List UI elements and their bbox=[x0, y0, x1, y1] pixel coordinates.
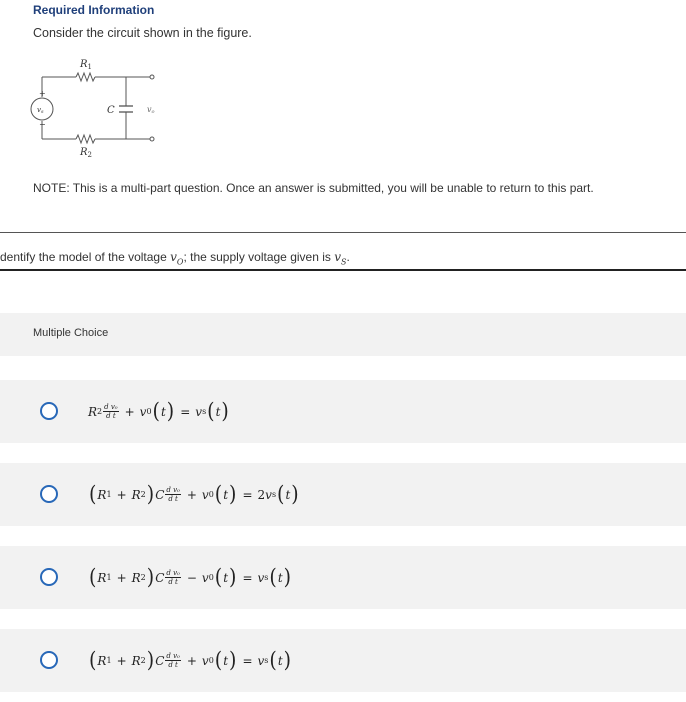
vo-variable: $v_O$ bbox=[170, 250, 184, 267]
radio-button[interactable] bbox=[40, 568, 58, 586]
choice-equation: ( R 1 + R 2 ) C $\frac{\text{d v₀}}{\text{d t}}$ + v 0 ( t ) = v s ( t ) bbox=[89, 647, 292, 673]
vo-terminal-top bbox=[150, 75, 154, 79]
choice-option-4[interactable] bbox=[0, 629, 686, 692]
radio-button[interactable] bbox=[40, 485, 58, 503]
c-label: C bbox=[107, 105, 115, 116]
r1-resistor bbox=[76, 73, 95, 81]
divider-bottom bbox=[0, 269, 686, 271]
r2-label: $R_2$ bbox=[80, 147, 92, 159]
radio-button[interactable] bbox=[40, 402, 58, 420]
choice-equation: ( R 1 + R 2 ) C $\frac{\text{d v₀}}{\text{d t}}$ − v 0 ( t ) = v s ( t ) bbox=[89, 564, 292, 590]
vs-variable: $v_S$ bbox=[334, 250, 347, 267]
intro-text: Consider the circuit shown in the figure. bbox=[33, 26, 252, 40]
circuit-diagram bbox=[30, 55, 165, 165]
choice-equation: ( R 1 + R 2 ) C $\frac{\text{d v₀}}{\text{d t}}$ + v 0 ( t ) = 2 v s ( t ) bbox=[89, 481, 299, 507]
vo-label: vo bbox=[147, 105, 155, 115]
note-text: NOTE: This is a multi-part question. Once an answer is submitted, you will be unable to return to this part. bbox=[33, 181, 594, 195]
required-info-title: Required Information bbox=[33, 3, 155, 17]
radio-button[interactable] bbox=[40, 651, 58, 669]
multiple-choice-label: Multiple Choice bbox=[33, 327, 109, 339]
vo-terminal-bottom bbox=[150, 137, 154, 141]
choice-equation: R 2 $\frac{\text{d v₀}}{\text{d t}}$ + v 0 ( t ) = v s ( t ) bbox=[88, 398, 229, 424]
vs-label: vs bbox=[37, 106, 44, 115]
r1-label: $R_1$ bbox=[80, 59, 92, 71]
choice-option-1[interactable] bbox=[0, 380, 686, 443]
multiple-choice-header bbox=[0, 313, 686, 356]
minus-sign: − bbox=[39, 120, 46, 129]
r2-resistor bbox=[76, 135, 95, 143]
choice-option-3[interactable] bbox=[0, 546, 686, 609]
plus-sign: + bbox=[39, 89, 46, 98]
question-text: dentify the model of the voltage $v_O$; the supply voltage given is $v_S$. bbox=[0, 250, 350, 267]
choice-option-2[interactable] bbox=[0, 463, 686, 526]
divider-top bbox=[0, 232, 686, 233]
